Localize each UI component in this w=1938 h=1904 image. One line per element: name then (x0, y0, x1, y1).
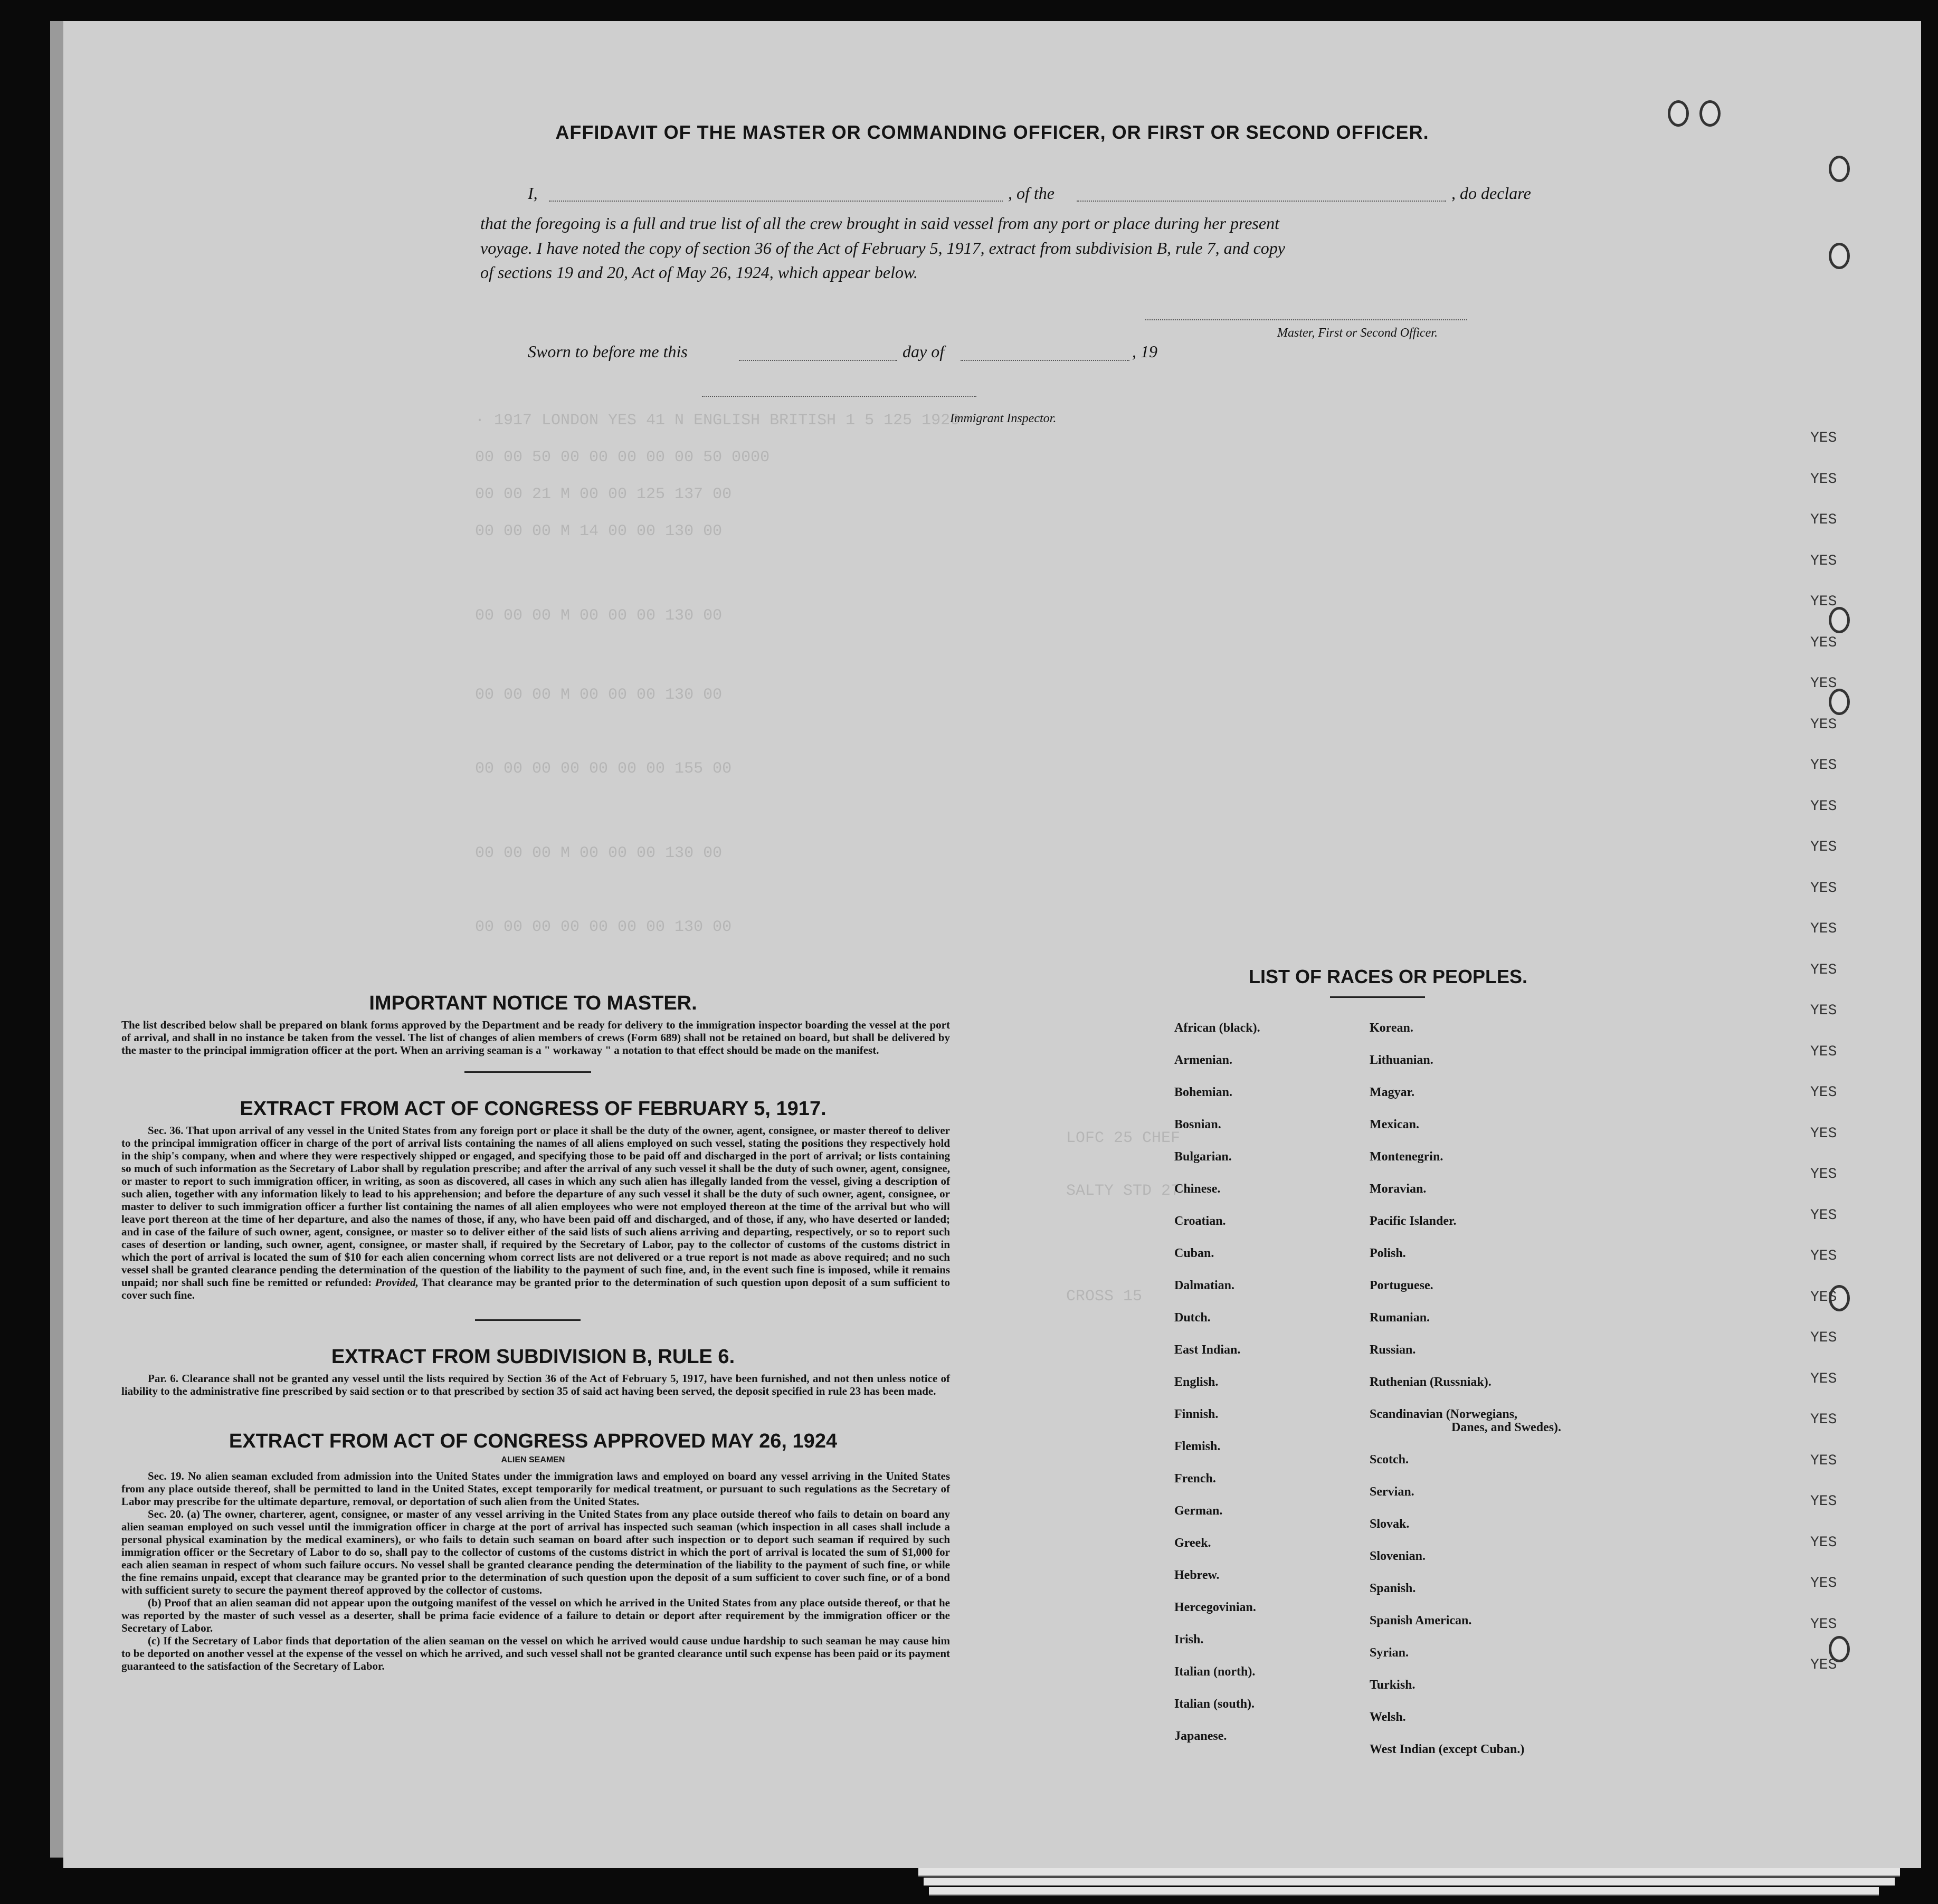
race-sub-scandinavian: Danes, and Swedes). (1451, 1421, 1562, 1434)
race-item: Polish. (1370, 1246, 1406, 1260)
margin-yes-mark: YES (1810, 1330, 1837, 1346)
race-item: Hercegovinian. (1174, 1601, 1256, 1614)
margin-yes-mark: YES (1810, 1575, 1837, 1592)
margin-yes-mark: YES (1810, 961, 1837, 978)
race-item: Slovak. (1370, 1517, 1410, 1531)
margin-yes-mark: YES (1810, 1534, 1837, 1551)
margin-yes-mark: YES (1810, 798, 1837, 815)
binder-hole (1829, 689, 1850, 715)
sec-19-label: Sec. 19. (148, 1470, 184, 1482)
margin-yes-mark: YES (1810, 430, 1837, 446)
race-item: Hebrew. (1174, 1568, 1220, 1582)
margin-yes-mark: YES (1810, 1248, 1837, 1264)
race-item: Greek. (1174, 1536, 1211, 1550)
page-stack-edge (924, 1878, 1895, 1886)
margin-yes-mark: YES (1810, 880, 1837, 897)
affidavit-line-2: that the foregoing is a full and true list of all the crew brought in said vessel from any port or place during her present (480, 214, 1279, 233)
sec-36-label: Sec. 36. (148, 1124, 184, 1137)
margin-yes-mark: YES (1810, 921, 1837, 937)
signature-label: Master, First or Second Officer. (1277, 326, 1438, 340)
race-item: Ruthenian (Russniak). (1370, 1375, 1492, 1389)
race-item: Mexican. (1370, 1118, 1419, 1131)
margin-yes-mark: YES (1810, 1125, 1837, 1142)
margin-yes-mark: YES (1810, 1084, 1837, 1101)
race-item: Dalmatian. (1174, 1279, 1234, 1292)
binder-hole (1829, 607, 1850, 633)
manifest-page: · 1917 LONDON YES 41 N ENGLISH BRITISH 1 5 125 1926 00 00 50 00 00 00 00 00 50 0000 00 00 21 M 00 00 125 137 00 00 00 00 M 14 00 00 130 00 00 00 00 M 00 00 00 130 00 00 00 00 M 00 00 00 130 00 00 00 00 00 00 00 00 155 00 00 00 00 M 00 00 00 130 00 00 00 00 00 00 00 00 130 00 LOFC 25 CHEF SALTY STD 27 CROSS 15 AFFIDAVIT OF THE MASTER OR COMMANDING OFFICER, OR FIRST OR SECOND OFFICER. I, , of the , do declare that the foregoing is a full and true list of all the crew brought in said vessel from any port or place during her present voyage. I have noted the copy of section 36 of the Act of February 5, 1917, extract from subdivision B, rule 7, and copy of sections 19 and 20, Act of May 26, 1924, which appear below. Master, First or Second Officer. Sworn to before me this day of , 19 Immigrant Inspector. IMPORTANT NOTICE TO MASTER. The list described below shall be prepared on blank forms approved by the Department and be ready for delivery to the immigration inspector boarding the vessel at the port of arrival, and shall in no instance be taken from the vessel. The list of changes of alien members of crews (Form 689) shall not be retained on board, but shall be delivered by the master to the principal immigration officer at the port. When an arriving seaman is a " workaway " a notation to that effect should be made on the manifest. EXTRACT FROM ACT OF CONGRESS OF FEBRUARY 5, 1917. Sec. 36. That upon arrival of any vessel in the United States from any foreign port or place it shall be the duty of the owner, agent, consignee, or master thereof to deliver to the principal immigration officer in charge of the port of arrival lists containing the names of all aliens employed on such vessel, stating the positions they respectively hold in the ship's company, when and where they were respectively shipped or engaged, and specifying those to be paid off and discharged in the port of arrival; or lists containing so much of such information as the Secretary of Labor shall by regulation prescribe; and after the arrival of any such vessel it shall be the duty of such owner, agent, consignee, or master to report to such immigration officer, in writing, as soon as discovered, all cases in which any such alien has illegally landed from the vessel, giving a description of such alien, together with any information likely to lead to his apprehension; and before the departure of any such vessel it shall be the duty of such owner, agent, consignee, or master to deliver to such immigration officer a further list containing the names of all alien employees who were not employed thereon at the time of the arrival but who will leave port thereon at the time of her departure, and also the names of those, if any, who have been paid off and discharged, and of those, if any, who have deserted or landed; and in case of the failure of such owner, agent, consignee, or master so to deliver either of the said lists of such aliens arriving and departing, respectively, or so to report such cases of desertion or landing, such owner, agent, consignee, or master shall, if required by the Secretary of Labor, pay to the collector of customs of the customs district in which the port of arrival is located the sum of $10 for each alien concerning whom correct lists are not delivered or a true report is not made as above required; and no such vessel shall be granted clearance pending the determination of the question of the liability to the payment of such fine, and, in the event such fine is imposed, while it remains unpaid; nor shall such fine be remitted or refunded: Provided, That clearance may be granted prior to the determination of such question upon deposit of a sum sufficient to cover such fine. EXTRACT FROM SUBDIVISION B, RULE 6. Par. 6. Clearance shall not be granted any vessel until the lists required by Section 36 of the Act of February 5, 1917, have been furnished, and not then unless notice of liability to the administrative fine prescribed by said section or to that prescribed by section 35 of said act having been served, the deposit specified in rule 23 has been made. EXTRACT FROM ACT OF CONGRESS APPROVED MAY 26, 1924 ALIEN SEAMEN Sec. 19. No alien seaman excluded from admission into the United States under the immigration laws and employed on board any vessel arriving in the United States from any place outside thereof, shall be permitted to land in the United States, except temporarily for medical treatment, or pursuant to such regulations as the Secretary of Labor may prescribe for the ultimate departure, removal, or deportation of such alien from the United States. Sec. 20. (a) The owner, charterer, agent, consignee, or master of any vessel arriving in the United States from any place outside thereof who fails to detain on board any alien seaman employed on such vessel until the immigration officer in charge at the port of arrival has inspected such seaman (which inspection in all cases shall include a personal physical examination by the medical examiners), or who fails to detain such seaman on board after such inspection or to deport such seaman if required by such immigration officer or the Secretary of Labor to do so, shall pay to the collector of customs of the customs district in which the port of arrival is located the sum of $1,000 for each alien seaman in respect of whom such failure occurs. No vessel shall be granted clearance pending the determination of the liability to the payment of such fine, or while the fine remains unpaid, except that clearance may be granted prior to the determination of such question upon the deposit of a sum sufficient to cover such fine, or of a bond with sufficient surety to secure the payment thereof approved by the collector of customs. (b) Proof that an alien seaman did not appear upon the outgoing manifest of the vessel on which he arrived in the United States from any place outside thereof, or that he was reported by the master of such vessel as a deserter, shall be prima facie evidence of a failure to detain or deport after requirement by the immigration officer or the Secretary of Labor. (c) If the Secretary of Labor finds that deportation of the alien seaman on the vessel on which he arrived would cause undue hardship to such seaman he may cause him to be deported on another vessel at the expense of the vessel on which he arrived, and such vessel shall not be granted clearance until such expense has been paid or its payment guaranteed to the satisfaction of the Secretary of Labor. LIST OF RACES OR PEOPLES. Danes, and Swedes). African (black). Armenian. Bohemian. Bosnian. Bulgarian. Chinese. Croatian. Cuban. Dalmatian. Dutch. East Indian. English. Finnish. Flemish. French. German. Greek. Hebrew. Hercegovinian. Irish. Italian (north). Italian (south). Japanese. Korean. Lithuanian. Magyar. Mexican. Montenegrin. Moravian. Pacific Islander. Polish. Portuguese. Rumanian. Russian. Ruthenian (Russniak). Scandinavian (Norwegians, Scotch. Servian. Slovak. Slovenian. Spanish. Spanish American. Syrian. Turkish. Welsh. West Indian (except Cuban.) YES YES YES YES YES YES YES YES YES YES YES YES YES YES YES YES YES YES YES YES YES YES YES YES YES YES YES YES YES YES YES (63, 21, 1921, 1868)
race-item: Italian (south). (1174, 1697, 1255, 1711)
vessel-name-blank (1077, 201, 1446, 202)
race-item: Russian. (1370, 1343, 1416, 1357)
race-item: Croatian. (1174, 1214, 1226, 1228)
margin-yes-mark: YES (1810, 1370, 1837, 1387)
race-item: Lithuanian. (1370, 1053, 1433, 1067)
margin-yes-mark: YES (1810, 512, 1837, 528)
par-6-body: Clearance shall not be granted any vessel until the lists required by Section 36 of the Act of February 5, 1917, have been furnished, and not then unless notice of liability to the administrative fine prescribed by said section or to that prescribed by section 35 of said act having been served, the deposit specified in rule 23 has been made. (121, 1372, 950, 1397)
margin-yes-mark: YES (1810, 839, 1837, 855)
inspector-signature-line (702, 396, 976, 397)
race-item: Scandinavian (Norwegians, (1370, 1407, 1518, 1421)
extract-rule6-text (121, 1372, 950, 1397)
notice-title: IMPORTANT NOTICE TO MASTER. (369, 992, 697, 1014)
race-item: Pacific Islander. (1370, 1214, 1457, 1228)
race-item: French. (1174, 1472, 1216, 1486)
sec-20a-text (121, 1508, 950, 1596)
sec-19-text (121, 1470, 950, 1508)
sec-20-label: Sec. 20. (148, 1508, 184, 1520)
signature-line (1145, 319, 1467, 320)
par-6-label: Par. 6. (148, 1372, 178, 1385)
race-item: Portuguese. (1370, 1279, 1433, 1292)
margin-yes-mark: YES (1810, 594, 1837, 610)
race-item: Rumanian. (1370, 1311, 1430, 1325)
sec-20a-body: (a) The owner, charterer, agent, consignee, or master of any vessel arriving in the United States from any place outside thereof who fails to detain on board any alien seaman employed on such vessel until the immigration officer in charge at the port of arrival has inspected such seaman (which inspection in all cases shall include a personal physical examination by the medical examiners), or who fails to detain such seaman on board after such inspection or to deport such seaman if required by such immigration officer or the Secretary of Labor to do so, shall pay to the collector of customs of the customs district in which the port of arrival is located the sum of $1,000 for each alien seaman in respect of whom such failure occurs. No vessel shall be granted clearance pending the determination of the liability to the payment of such fine, or while the fine remains unpaid, except that clearance may be granted prior to the determination of such question upon the deposit of a sum sufficient to cover such fine, or of a bond with sufficient surety to secure the payment thereof approved by the collector of customs. (121, 1508, 951, 1596)
divider (1330, 996, 1425, 998)
margin-yes-mark: YES (1810, 675, 1837, 692)
margin-yes-mark: YES (1810, 553, 1837, 569)
race-item: Bohemian. (1174, 1086, 1233, 1099)
affidavit-line-1-mid: , of the (1008, 184, 1054, 203)
page-stack-edge (918, 1868, 1900, 1877)
race-item: Welsh. (1370, 1710, 1406, 1724)
race-item: Korean. (1370, 1021, 1413, 1035)
affidavit-line-3: voyage. I have noted the copy of section 36 of the Act of February 5, 1917, extract from subdivision B, rule 7, and copy (480, 239, 1285, 258)
margin-yes-mark: YES (1810, 757, 1837, 774)
margin-yes-mark: YES (1810, 1289, 1837, 1306)
master-name-blank (549, 201, 1003, 202)
margin-yes-mark: YES (1810, 471, 1837, 488)
race-item: Japanese. (1174, 1729, 1227, 1743)
sec-20b-text: (b) Proof that an alien seaman did not appear upon the outgoing manifest of the vessel on which he arrived in the United States from any place outside thereof, or that he was reported by the master of such vessel as a deserter, shall be prima facie evidence of a failure to detain or deport after requirement by the immigration officer or the Secretary of Labor. (121, 1596, 950, 1634)
sec-36-body: That upon arrival of any vessel in the United States from any foreign port or place it shall be the duty of the owner, agent, consignee, or master thereof to deliver to the principal immigration officer in charge of the port of arrival lists containing the names of all aliens employed on such vessel, stating the positions they respectively hold in the ship's company, when and where they were respectively shipped or engaged, and specifying those to be paid off and discharged in the port of arrival; or lists containing so much of such information as the Secretary of Labor shall by regulation prescribe; and after the arrival of any such vessel it shall be the duty of such owner, agent, consignee, or master to report to such immigration officer, in writing, as soon as discovered, all cases in which any such alien has illegally landed from the vessel, giving a description of such alien, together with any information likely to lead to his apprehension; and before the departure of any such vessel it shall be the duty of such owner, agent, consignee, or master to deliver to such immigration officer a further list containing the names of all alien employees who were not employed thereon at the time of the arrival but who will leave port thereon at the time of her departure, and also the names of those, if any, who have been paid off and discharged, and of those, if any, who have deserted or landed; and in case of the failure of such owner, agent, consignee, or master so to deliver either of the said lists of such aliens arriving and departing, respectively, or so to report such cases of desertion or landing, such owner, agent, consignee, or master shall, if required by the Secretary of Labor, pay to the collector of customs of the customs district in which the port of arrival is located the sum of $10 for each alien concerning whom correct lists are not delivered or a true report is not made as above required; and no such vessel shall be granted clearance pending the determination of the question of the liability to the payment of such fine, and, in the event such fine is imposed, while it remains unpaid; nor shall such fine be remitted or refunded: (121, 1124, 950, 1289)
sec-19-body: No alien seaman excluded from admission into the United States under the immigration laws and employed on board any vessel arriving in the United States from any place outside thereof, shall be permitted to land in the United States, except temporarily for medical treatment, or pursuant to such regulations as the Secretary of Labor may prescribe for the ultimate departure, removal, or deportation of such alien from the United States. (121, 1470, 951, 1508)
extract-1917-text (121, 1124, 950, 1301)
binder-hole (1668, 100, 1689, 127)
margin-yes-mark: YES (1810, 1657, 1837, 1673)
proviso-text: That clearance may be granted prior to the determination of such question upon deposit of a sum sufficient to cover such fine. (121, 1276, 951, 1301)
margin-yes-mark: YES (1810, 716, 1837, 733)
sworn-day-of: day of (902, 342, 945, 361)
margin-yes-mark: YES (1810, 1493, 1837, 1510)
race-item: Flemish. (1174, 1440, 1221, 1453)
race-item: Finnish. (1174, 1407, 1219, 1421)
races-title: LIST OF RACES OR PEOPLES. (1248, 966, 1528, 987)
margin-yes-mark: YES (1810, 1452, 1837, 1469)
inspector-label: Immigrant Inspector. (950, 412, 1057, 425)
proviso-label: Provided, (375, 1276, 419, 1289)
race-item: Slovenian. (1370, 1549, 1426, 1563)
race-item: Bosnian. (1174, 1118, 1221, 1131)
binder-hole (1829, 243, 1850, 269)
race-item: Chinese. (1174, 1182, 1221, 1196)
affidavit-title: AFFIDAVIT OF THE MASTER OR COMMANDING OFFICER, OR FIRST OR SECOND OFFICER. (555, 121, 1429, 143)
race-item: Montenegrin. (1370, 1150, 1443, 1164)
race-item: African (black). (1174, 1021, 1260, 1035)
race-item: Bulgarian. (1174, 1150, 1232, 1164)
race-item: East Indian. (1174, 1343, 1241, 1357)
race-item: Magyar. (1370, 1086, 1415, 1099)
notice-text: The list described below shall be prepared on blank forms approved by the Department and be ready for delivery to the immigration inspector boarding the vessel at the port of arrival, and shall in no instance be taken from the vessel. The list of changes of alien members of crews (Form 689) shall not be retained on board, but shall be delivered by the master to the principal immigration officer at the port. When an arriving seaman is a " workaway " a notation to that effect should be made on the manifest. (121, 1018, 950, 1056)
race-item: Servian. (1370, 1485, 1414, 1499)
sworn-month-blank (961, 360, 1129, 361)
race-item: Dutch. (1174, 1311, 1211, 1325)
race-item: Cuban. (1174, 1246, 1214, 1260)
affidavit-line-1-prefix: I, (528, 184, 538, 203)
margin-yes-mark: YES (1810, 1166, 1837, 1183)
sworn-year: , 19 (1132, 342, 1157, 361)
margin-yes-mark: YES (1810, 1003, 1837, 1019)
sec-20c-text: (c) If the Secretary of Labor finds that deportation of the alien seaman on the vessel on which he arrived would cause undue hardship to such seaman he may cause him to be deported on another vessel at the expense of the vessel on which he arrived, and such vessel shall not be granted clearance until such expense has been paid or its payment guaranteed to the satisfaction of the Secretary of Labor. (121, 1634, 950, 1672)
race-item: Spanish. (1370, 1582, 1416, 1595)
affidavit-line-4: of sections 19 and 20, Act of May 26, 1924, which appear below. (480, 263, 918, 282)
race-item: English. (1174, 1375, 1219, 1389)
race-item: Spanish American. (1370, 1614, 1472, 1627)
race-item: Turkish. (1370, 1678, 1416, 1692)
sworn-prefix: Sworn to before me this (528, 342, 688, 361)
extract-1924-title: EXTRACT FROM ACT OF CONGRESS APPROVED MAY 26, 1924 (229, 1430, 838, 1452)
extract-rule6-title: EXTRACT FROM SUBDIVISION B, RULE 6. (331, 1346, 735, 1368)
divider (464, 1071, 591, 1073)
divider (475, 1319, 581, 1321)
race-item: Syrian. (1370, 1646, 1409, 1660)
binder-hole (1699, 100, 1721, 127)
race-item: Scotch. (1370, 1453, 1409, 1467)
margin-yes-mark: YES (1810, 1412, 1837, 1428)
margin-yes-mark: YES (1810, 1616, 1837, 1633)
page-stack-edge (929, 1887, 1879, 1896)
affidavit-line-1-end: , do declare (1451, 184, 1531, 203)
race-item: Armenian. (1174, 1053, 1232, 1067)
margin-yes-mark: YES (1810, 1207, 1837, 1224)
race-item: Italian (north). (1174, 1665, 1256, 1679)
binder-hole (1829, 156, 1850, 182)
margin-yes-mark: YES (1810, 1043, 1837, 1060)
extract-1917-title: EXTRACT FROM ACT OF CONGRESS OF FEBRUARY 5, 1917. (240, 1098, 826, 1120)
race-item: Irish. (1174, 1633, 1204, 1646)
race-item: German. (1174, 1504, 1223, 1518)
margin-yes-mark: YES (1810, 634, 1837, 651)
race-item: West Indian (except Cuban.) (1370, 1743, 1525, 1756)
sworn-day-blank (739, 360, 897, 361)
race-item: Moravian. (1370, 1182, 1427, 1196)
extract-1924-subtitle: ALIEN SEAMEN (501, 1455, 565, 1464)
